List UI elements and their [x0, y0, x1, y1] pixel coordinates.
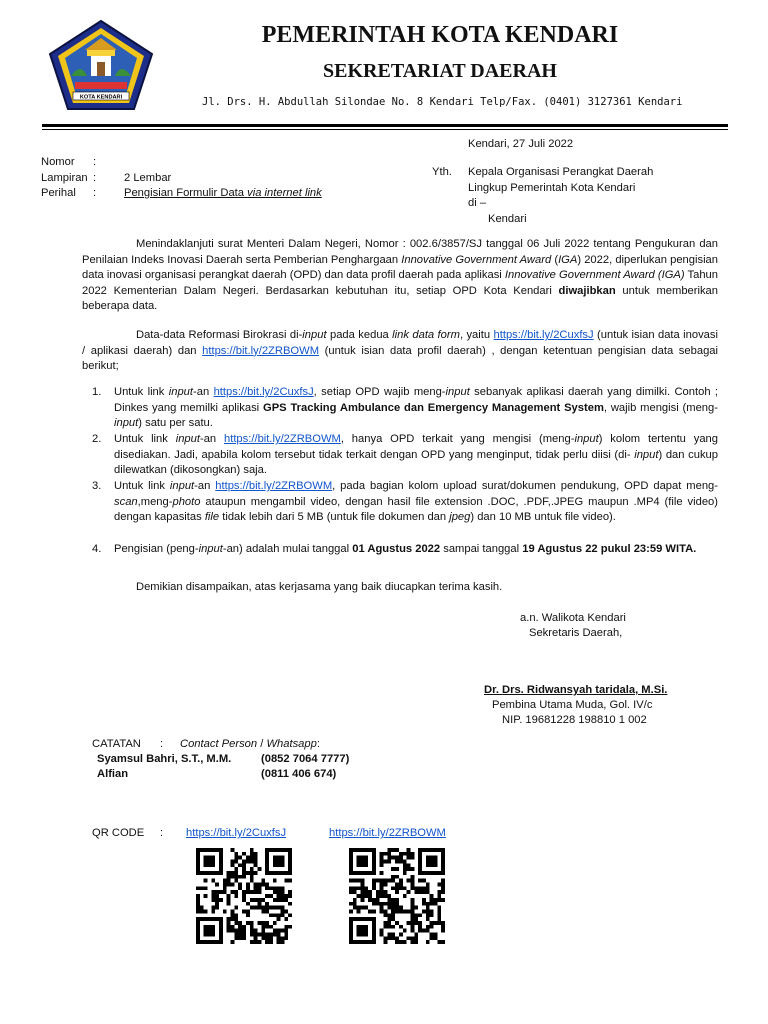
sign-line1: a.n. Walikota Kendari [520, 612, 626, 624]
nomor-label: Nomor [41, 156, 75, 168]
recipient-yth: Yth. [432, 166, 452, 178]
meta-block [41, 155, 322, 202]
signer-name: Dr. Drs. Ridwansyah taridala, M.Si. [484, 684, 668, 696]
recipient-line3: di – [468, 197, 487, 210]
qr-link-profil[interactable]: https://bit.ly/2ZRBOWM [329, 827, 446, 839]
recipient-line1: Kepala Organisasi Perangkat Daerah [468, 166, 654, 178]
signer-nip: NIP. 19681228 198810 1 002 [502, 714, 647, 726]
perihal-italic: via internet link [247, 187, 322, 200]
header-rule-thin [42, 129, 728, 130]
item-number-4: 4. [92, 543, 102, 555]
qr-modules [349, 848, 445, 944]
catatan-colon: : [160, 738, 164, 750]
link-profil[interactable]: https://bit.ly/2ZRBOWM [202, 344, 320, 357]
qr-code-profil[interactable] [349, 848, 445, 944]
recipient-block [468, 165, 653, 227]
paragraph-intro: Menindaklanjuti surat Menteri Dalam Negeri, Nomor : 002.6/3857/SJ tanggal 06 Juli 2022 tentang Pengukuran dan Penilaian Indeks Inovasi Daerah serta Pemberian Penghargaan Innovative Government Award (IGA) 2022, diperlukan pengisian data inovasi organisasi perangkat daerah (OPD) dan data profil daerah pada aplikasi Innovative Government Award (IGA) Tahun 2022 Kementerian Dalam Negeri. Berdasarkan kebutuhan itu, setiap OPD Kota Kendari diwajibkan untuk memberikan beberapa data. [82, 238, 719, 313]
gov-title: PEMERINTAH KOTA KENDARI [261, 22, 619, 48]
qr-modules [196, 848, 292, 944]
recipient-line2: Lingkup Pemerintah Kota Kendari [468, 181, 636, 194]
lampiran-value: 2 Lembar [124, 171, 172, 184]
office-title: SEKRETARIAT DAERAH [323, 60, 557, 82]
catatan-contact: Contact Person / Whatsapp: [180, 738, 320, 750]
letter-date: Kendari, 27 Juli 2022 [468, 138, 574, 150]
contact2-name: Alfian [97, 768, 129, 780]
nomor-colon: : [93, 156, 97, 168]
lampiran-colon: : [93, 171, 97, 184]
kota-kendari-logo [47, 18, 155, 112]
logo-banner-text: KOTA KENDARI [79, 94, 123, 101]
list-item-3: Untuk link input-an https://bit.ly/2ZRBOWM, pada bagian kolom upload surat/dokumen pendukung, OPD dapat meng-scan,meng-photo ataupun mengambil video, dengan hasil file extension .DOC, .PDF,.JPEG maupun .MP4 (file video) dengan kapasitas file tidak lebih dari 5 MB (untuk file dokumen dan jpeg) dan 10 MB untuk file video). [114, 480, 719, 524]
perihal-label: Perihal [41, 187, 76, 200]
closing-sentence: Demikian disampaikan, atas kerjasama yang baik diucapkan terima kasih. [136, 581, 503, 593]
contact1-phone[interactable]: (0852 7064 7777) [261, 753, 350, 765]
qr-link-inovasi[interactable]: https://bit.ly/2CuxfsJ [186, 827, 287, 839]
perihal-value [124, 186, 339, 202]
perihal-colon: : [93, 187, 97, 200]
lampiran-label: Lampiran [41, 171, 88, 184]
list-item-2: Untuk link input-an https://bit.ly/2ZRBOWM, hanya OPD terkait yang mengisi (meng-input) kolom tertentu yang disediakan. Jadi, apabila kolom tersebut tidak terkait dengan OPD yang menginput, tidak perlu diisi (di- input) dan cukup dilewatkan (dikosongkan) saja. [114, 433, 719, 477]
item-number-1: 1. [92, 386, 102, 398]
paragraph-links: Data-data Reformasi Birokrasi di-input pada kedua link data form, yaitu https://bit.ly/2CuxfsJ (untuk isian data inovasi / aplikasi daerah) dan https://bit.ly/2ZRBOWM (untuk isian data profil daerah) , dengan ketentuan pengisian data sebagai berikut; [82, 329, 718, 373]
recipient-line4: Kendari [488, 212, 527, 225]
item1-link[interactable]: https://bit.ly/2CuxfsJ [213, 386, 314, 398]
header-rule-thick [42, 124, 728, 127]
catatan-label: CATATAN [92, 738, 141, 750]
item3-link[interactable]: https://bit.ly/2ZRBOWM [215, 480, 333, 492]
list-item-4: Pengisian (peng-input-an) adalah mulai tanggal 01 Agustus 2022 sampai tanggal 19 Agustus 22 pukul 23:59 WITA. [114, 543, 697, 555]
item2-link[interactable]: https://bit.ly/2ZRBOWM [223, 433, 341, 445]
link-inovasi[interactable]: https://bit.ly/2CuxfsJ [493, 329, 594, 341]
signer-rank: Pembina Utama Muda, Gol. IV/c [492, 699, 653, 711]
qr-label: QR CODE [92, 827, 145, 839]
qr-colon: : [160, 827, 164, 839]
item-number-2: 2. [92, 433, 102, 445]
qr-code-inovasi[interactable] [196, 848, 292, 944]
sign-line2: Sekretaris Daerah, [529, 627, 623, 639]
contact1-name: Syamsul Bahri, S.T., M.M. [97, 753, 232, 765]
list-item-1: Untuk link input-an https://bit.ly/2CuxfsJ, setiap OPD wajib meng-input sebanyak aplikasi daerah yang dimilki. Contoh ; Dinkes yang memilki aplikasi GPS Tracking Ambulance dan Emergency Management System, wajib mengisi (meng-input) satu per satu. [114, 386, 719, 430]
contact2-phone[interactable]: (0811 406 674) [261, 768, 337, 780]
office-address: Jl. Drs. H. Abdullah Silondae No. 8 Kendari Telp/Fax. (0401) 3127361 Kendari [202, 96, 683, 108]
item-number-3: 3. [92, 480, 102, 492]
perihal-text: Pengisian Formulir Data [124, 187, 245, 200]
